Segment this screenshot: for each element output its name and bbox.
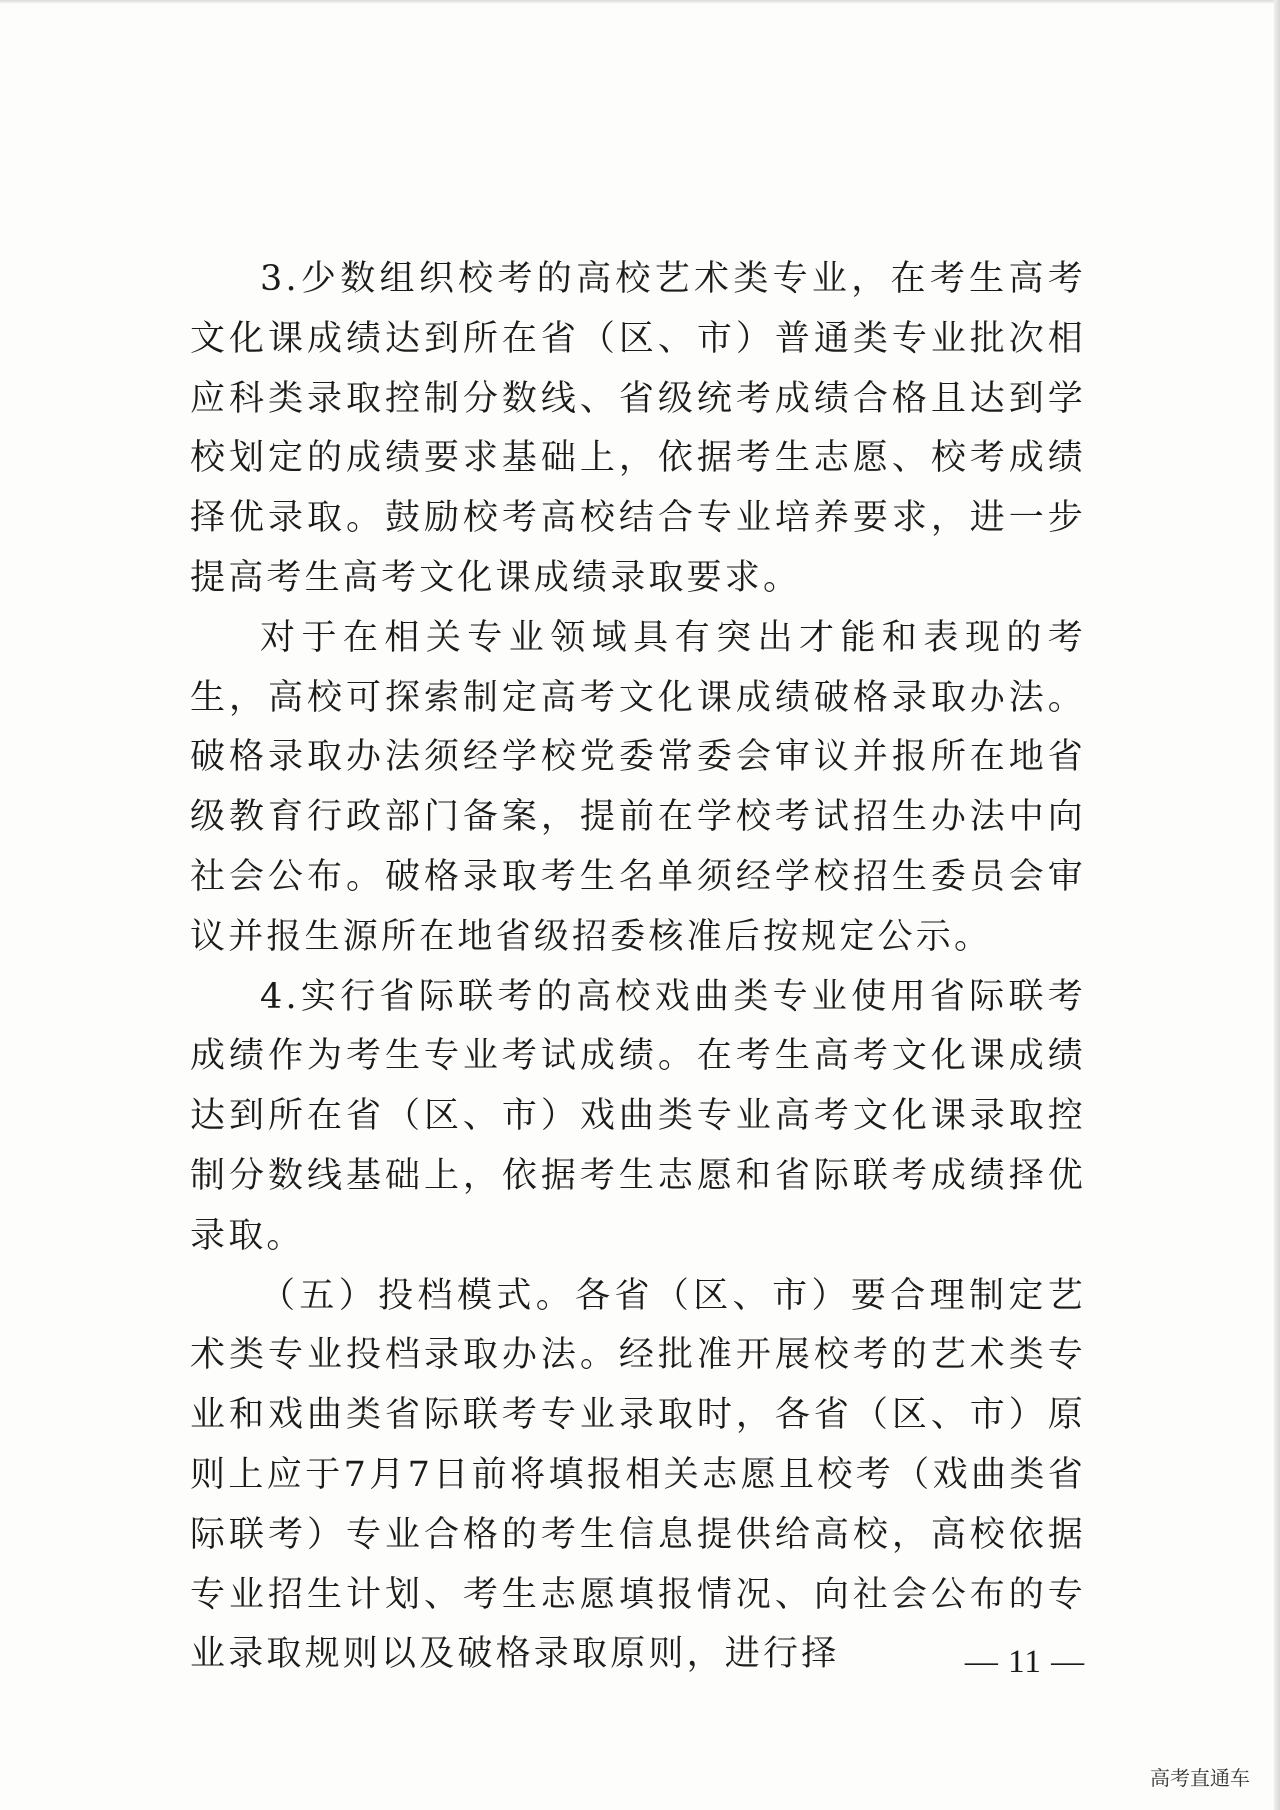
scan-top-shadow [0,0,1280,4]
paragraph-item-4: 4.实行省际联考的高校戏曲类专业使用省际联考成绩作为考生专业考试成绩。在考生高考文化课成绩达到所在省（区、市）戏曲类专业高考文化课录取控制分数线基础上，依据考生志愿和省际联考成绩择优录取。 [190,976,1086,1256]
watermark-text: 高考直通车 [1150,1766,1250,1790]
scan-edge-shadow [1274,0,1280,1810]
document-body [190,250,1086,1685]
paragraph-section-5: （五）投档模式。各省（区、市）要合理制定艺术类专业投档录取办法。经批准开展校考的艺术类专业和戏曲类省际联考专业录取时，各省（区、市）原则上应于7月7日前将填报相关志愿且校考（戏曲类省际联考）专业合格的考生信息提供给高校，高校依据专业招生计划、考生志愿填报情况、向社会公布的专业录取规则以及破格录取原则，进行择 [190,1275,1086,1675]
paragraph-exceptional-admission: 对于在相关专业领域具有突出才能和表现的考生，高校可探索制定高考文化课成绩破格录取办法。破格录取办法须经学校党委常委会审议并报所在地省级教育行政部门备案，提前在学校考试招生办法中向社会公布。破格录取考生名单须经学校招生委员会审议并报生源所在地省级招委核准后按规定公示。 [190,617,1086,957]
paragraph-item-3: 3.少数组织校考的高校艺术类专业，在考生高考文化课成绩达到所在省（区、市）普通类专业批次相应科类录取控制分数线、省级统考成绩合格且达到学校划定的成绩要求基础上，依据考生志愿、校考成绩择优录取。鼓励校考高校结合专业培养要求，进一步提高考生高考文化课成绩录取要求。 [190,259,1086,598]
page-number: — 11 — [964,1644,1086,1680]
